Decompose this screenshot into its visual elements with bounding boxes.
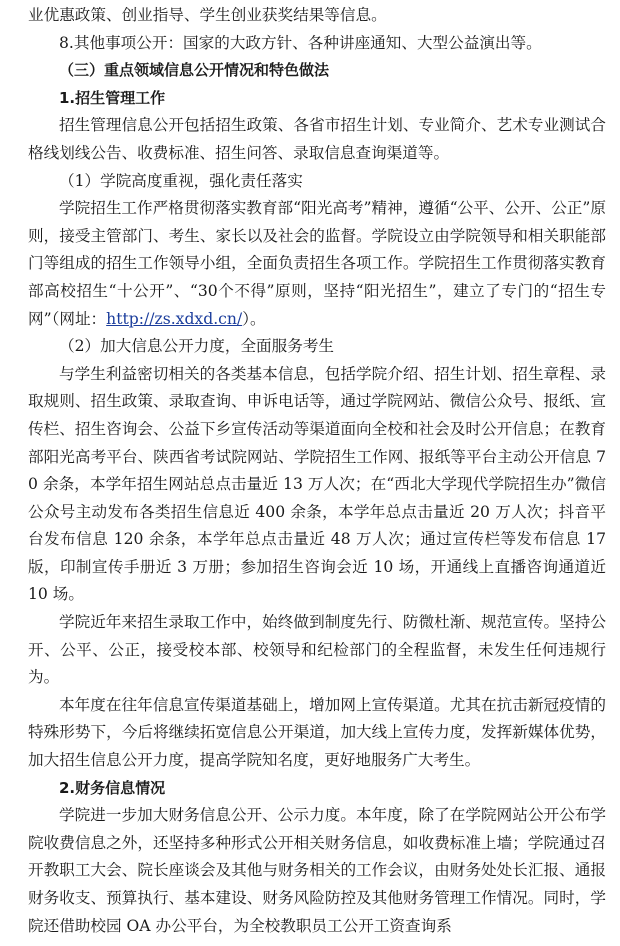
paragraph-sunshine-admissions [28, 195, 606, 333]
admissions-website-link[interactable]: http://zs.xdxd.cn/ [106, 309, 243, 328]
section-heading-key-areas: （三）重点领域信息公开情况和特色做法 [59, 61, 330, 80]
paragraph-online-channels: 本年度在往年信息宣传渠道基础上，增加网上宣传渠道。尤其在抗击新冠疫情的特殊形势下，今后将继续拓宽信息公开渠道，加大线上宣传力度，发挥新媒体优势，加大招生信息公开力度，提高学院知名度，更好地服务广大考生。 [28, 695, 606, 770]
paragraph-information-channels: 与学生利益密切相关的各类基本信息，包括学院介绍、招生计划、招生章程、录取规则、招生政策、录取查询、申诉电话等，通过学院网站、微信公众号、报纸、宣传栏、招生咨询会、公益下乡宣传活动等渠道面向全校和社会及时公开信息；在教育部阳光高考平台、陕西省考试院网站、学院招生工作网、报纸等平台主动公开信息 70 余条，本学年招生网站总点击量近 13 万人次；在“西北大学现代学院招生办”微信公众号主动发布各类招生信息近 400 余条，本学年总点击量近 20 万人次；抖音平台发布信息 120 余条，本学年总点击量近 48 万人次；通过宣传栏等发布信息 17 版，印制宣传手册近 3 万册；参加招生咨询会近 10 场，开通线上直播咨询通道近 10 场。 [28, 364, 606, 604]
paragraph-item-1-heading: （1）学院高度重视，强化责任落实 [59, 171, 303, 190]
subsection-heading-admissions: 1.招生管理工作 [59, 88, 166, 107]
paragraph-other-matters: 8.其他事项公开：国家的大政方针、各种讲座通知、大型公益演出等。 [59, 33, 542, 52]
paragraph-compliance: 学院近年来招生录取工作中，始终做到制度先行、防微杜渐、规范宣传。坚持公开、公平、公正，接受校本部、校领导和纪检部门的全程监督，未发生任何违规行为。 [28, 613, 606, 687]
paragraph-finance-disclosure: 学院进一步加大财务信息公开、公示力度。本年度，除了在学院网站公开公布学院收费信息之外，还坚持多种形式公开相关财务信息，如收费标准上墙；学院通过召开教职工大会、院长座谈会及其他与财务相关的工作会议，由财务处处长汇报、通报财务收支、预算执行、基本建设、财务风险防控及其他财务管理工作情况。同时，学院还借助校园 OA 办公平台，为全校教职员工公开工资查询系 [28, 806, 606, 935]
paragraph-admissions-scope: 招生管理信息公开包括招生政策、各省市招生计划、专业简介、艺术专业测试合格线划线公告、收费标准、招生问答、录取信息查询渠道等。 [28, 116, 606, 162]
paragraph-item-2-heading: （2）加大信息公开力度，全面服务考生 [59, 337, 335, 356]
paragraph-continuation: 业优惠政策、创业指导、学生创业获奖结果等信息。 [28, 6, 387, 24]
paragraph-text-end: ）。 [242, 309, 266, 328]
paragraph-text: 学院招生工作严格贯彻落实教育部“阳光高考”精神，遵循“公平、公开、公正”原则，接受主管部门、考生、家长以及社会的监督。学院设立由学院领导和相关职能部门等组成的招生工作领导小组，全面负责招生各项工作。学院招生工作贯彻落实教育部高校招生“十公开”、“30个不得”原则，坚持“阳光招生”，建立了专门的“招生专网”（网址： [28, 199, 606, 328]
subsection-heading-finance: 2.财务信息情况 [59, 778, 166, 797]
